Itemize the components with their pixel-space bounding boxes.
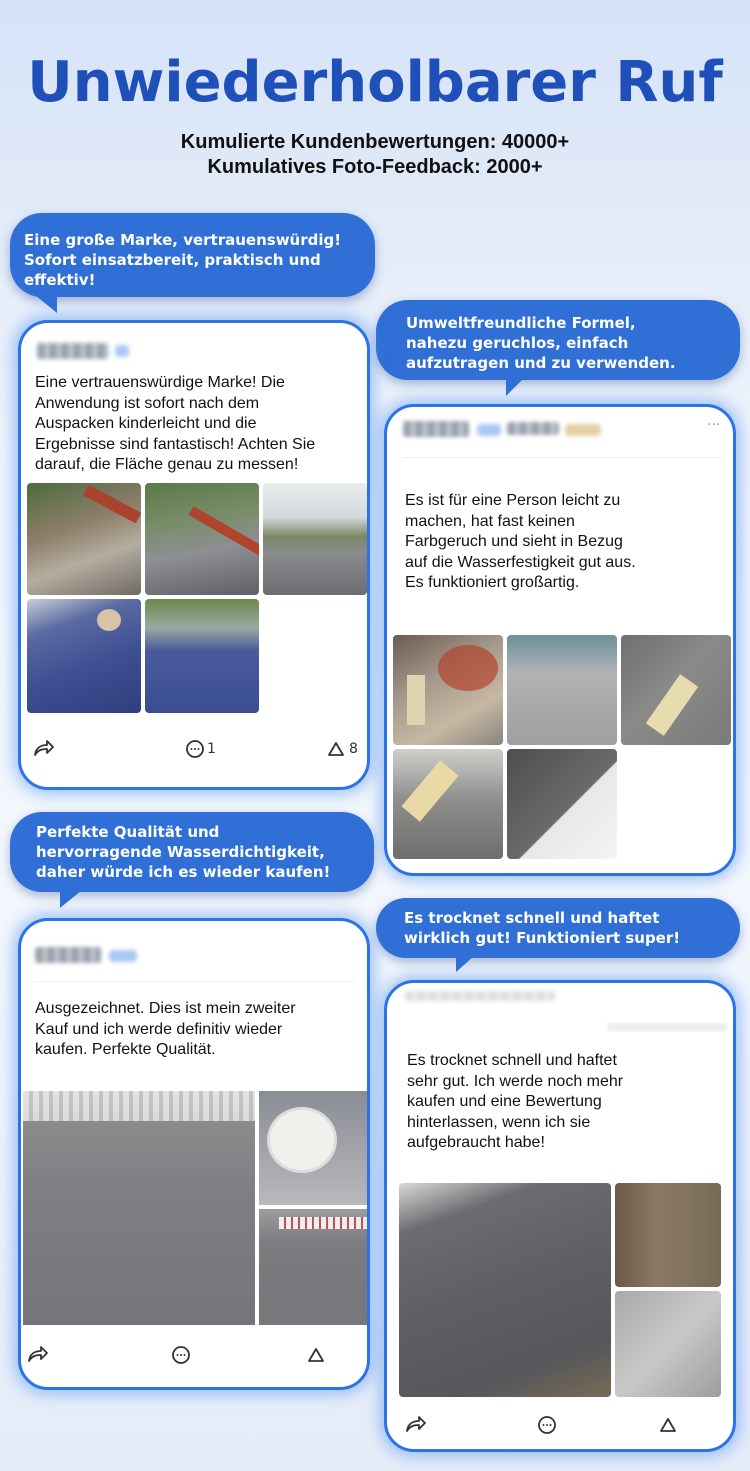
review-line: Es ist für eine Person leicht zu xyxy=(405,492,621,509)
more-icon[interactable]: ··· xyxy=(707,417,721,433)
review-line: sehr gut. Ich werde noch mehr xyxy=(407,1072,624,1090)
review-line: Ergebnisse sind fantastisch! Achten Sie xyxy=(35,435,316,453)
like-icon[interactable] xyxy=(307,1347,325,1363)
review-line: Kauf und ich werde definitiv wieder xyxy=(35,1020,283,1038)
quote-bubble-4 xyxy=(376,898,740,958)
review-photo[interactable] xyxy=(399,1183,611,1397)
bubble-line: Sofort einsatzbereit, praktisch und xyxy=(24,251,321,269)
like-icon[interactable] xyxy=(327,741,345,757)
review-line: Es funktioniert großartig. xyxy=(405,574,580,591)
bubble-tail xyxy=(506,378,524,396)
bubble-line: wirklich gut! Funktioniert super! xyxy=(404,929,681,947)
share-icon[interactable] xyxy=(405,1415,427,1433)
bubble-tail xyxy=(35,295,57,313)
review-photo[interactable] xyxy=(393,749,503,859)
share-icon[interactable] xyxy=(27,1345,49,1363)
reviewer-badge-blurred xyxy=(477,424,501,436)
review-text xyxy=(35,373,365,476)
review-photo[interactable] xyxy=(259,1209,367,1325)
review-card-3 xyxy=(18,918,370,1390)
review-photo[interactable] xyxy=(259,1091,367,1205)
review-photo[interactable] xyxy=(145,483,259,595)
review-line: Eine vertrauenswürdige Marke! Die xyxy=(35,374,285,391)
subtitle-photos: Kumulatives Foto-Feedback: 2000+ xyxy=(207,156,543,178)
review-line: machen, hat fast keinen xyxy=(405,512,575,530)
review-line: Anwendung ist sofort nach dem xyxy=(35,394,260,412)
review-line: Es trocknet schnell und haftet xyxy=(407,1052,617,1069)
review-line: aufgebraucht habe! xyxy=(407,1134,545,1151)
review-photo[interactable] xyxy=(621,635,731,745)
review-card-1 xyxy=(18,320,370,790)
reviewer-name-blurred xyxy=(37,343,109,359)
review-line: Auspacken kinderleicht und die xyxy=(35,415,257,432)
subtitle xyxy=(0,130,750,180)
reviewer-name-blurred xyxy=(403,421,469,437)
bubble-tail xyxy=(60,890,82,908)
comment-icon[interactable] xyxy=(537,1415,557,1435)
review-line: kaufen. Perfekte Qualität. xyxy=(35,1041,216,1058)
review-text xyxy=(35,999,365,1061)
quote-bubble-3 xyxy=(10,812,374,892)
review-photo[interactable] xyxy=(393,635,503,745)
review-photo[interactable] xyxy=(507,635,617,745)
review-line: hinterlassen, wenn ich sie xyxy=(407,1113,591,1131)
review-line: darauf, die Fläche genau zu messen! xyxy=(35,456,299,473)
bubble-line: aufzutragen und zu verwenden. xyxy=(406,354,676,372)
review-photo[interactable] xyxy=(27,599,141,713)
reviewer-badge-blurred xyxy=(115,345,129,357)
bubble-tail xyxy=(456,956,474,972)
comment-icon[interactable] xyxy=(185,739,205,759)
review-text xyxy=(405,491,725,594)
like-count: 8 xyxy=(349,741,358,757)
bubble-line: hervorragende Wasserdichtigkeit, xyxy=(36,843,325,861)
comment-count: 1 xyxy=(207,741,216,757)
bubble-line: nahezu geruchlos, einfach xyxy=(406,334,629,352)
review-line: kaufen und eine Bewertung xyxy=(407,1093,602,1110)
bubble-line: Es trocknet schnell und haftet xyxy=(404,909,660,927)
quote-bubble-1 xyxy=(10,213,375,297)
review-photo[interactable] xyxy=(27,483,141,595)
bubble-line: Perfekte Qualität und xyxy=(36,823,220,841)
subtitle-reviews: Kumulierte Kundenbewertungen: 40000+ xyxy=(180,131,570,153)
bubble-line: daher würde ich es wieder kaufen! xyxy=(36,863,331,881)
like-icon[interactable] xyxy=(659,1417,677,1433)
reviewer-name-blurred xyxy=(35,947,101,963)
bubble-line: Umweltfreundliche Formel, xyxy=(406,314,636,332)
comment-icon[interactable] xyxy=(171,1345,191,1365)
page-title: Unwiederholbarer Ruf xyxy=(27,50,723,115)
review-photo[interactable] xyxy=(263,483,367,595)
review-text xyxy=(407,1051,727,1154)
bubble-line: Eine große Marke, vertrauenswürdig! xyxy=(24,231,342,249)
review-photo[interactable] xyxy=(615,1291,721,1397)
bubble-line: effektiv! xyxy=(24,271,96,289)
reviewer-level-blurred xyxy=(565,424,601,436)
reviewer-info-blurred xyxy=(507,422,559,435)
review-line: auf die Wasserfestigkeit gut aus. xyxy=(405,553,636,571)
review-line: Farbgeruch und sieht in Bezug xyxy=(405,533,623,550)
review-photo[interactable] xyxy=(507,749,617,859)
reviewer-badge-blurred xyxy=(109,950,137,962)
quote-bubble-2 xyxy=(376,300,740,380)
review-card-2 xyxy=(384,404,736,876)
share-icon[interactable] xyxy=(33,739,55,757)
review-card-4 xyxy=(384,980,736,1452)
review-photo[interactable] xyxy=(145,599,259,713)
review-photo[interactable] xyxy=(23,1091,255,1325)
review-line: Ausgezeichnet. Dies ist mein zweiter xyxy=(35,1000,296,1017)
reviewer-name-blurred xyxy=(405,991,555,1001)
review-photo[interactable] xyxy=(615,1183,721,1287)
